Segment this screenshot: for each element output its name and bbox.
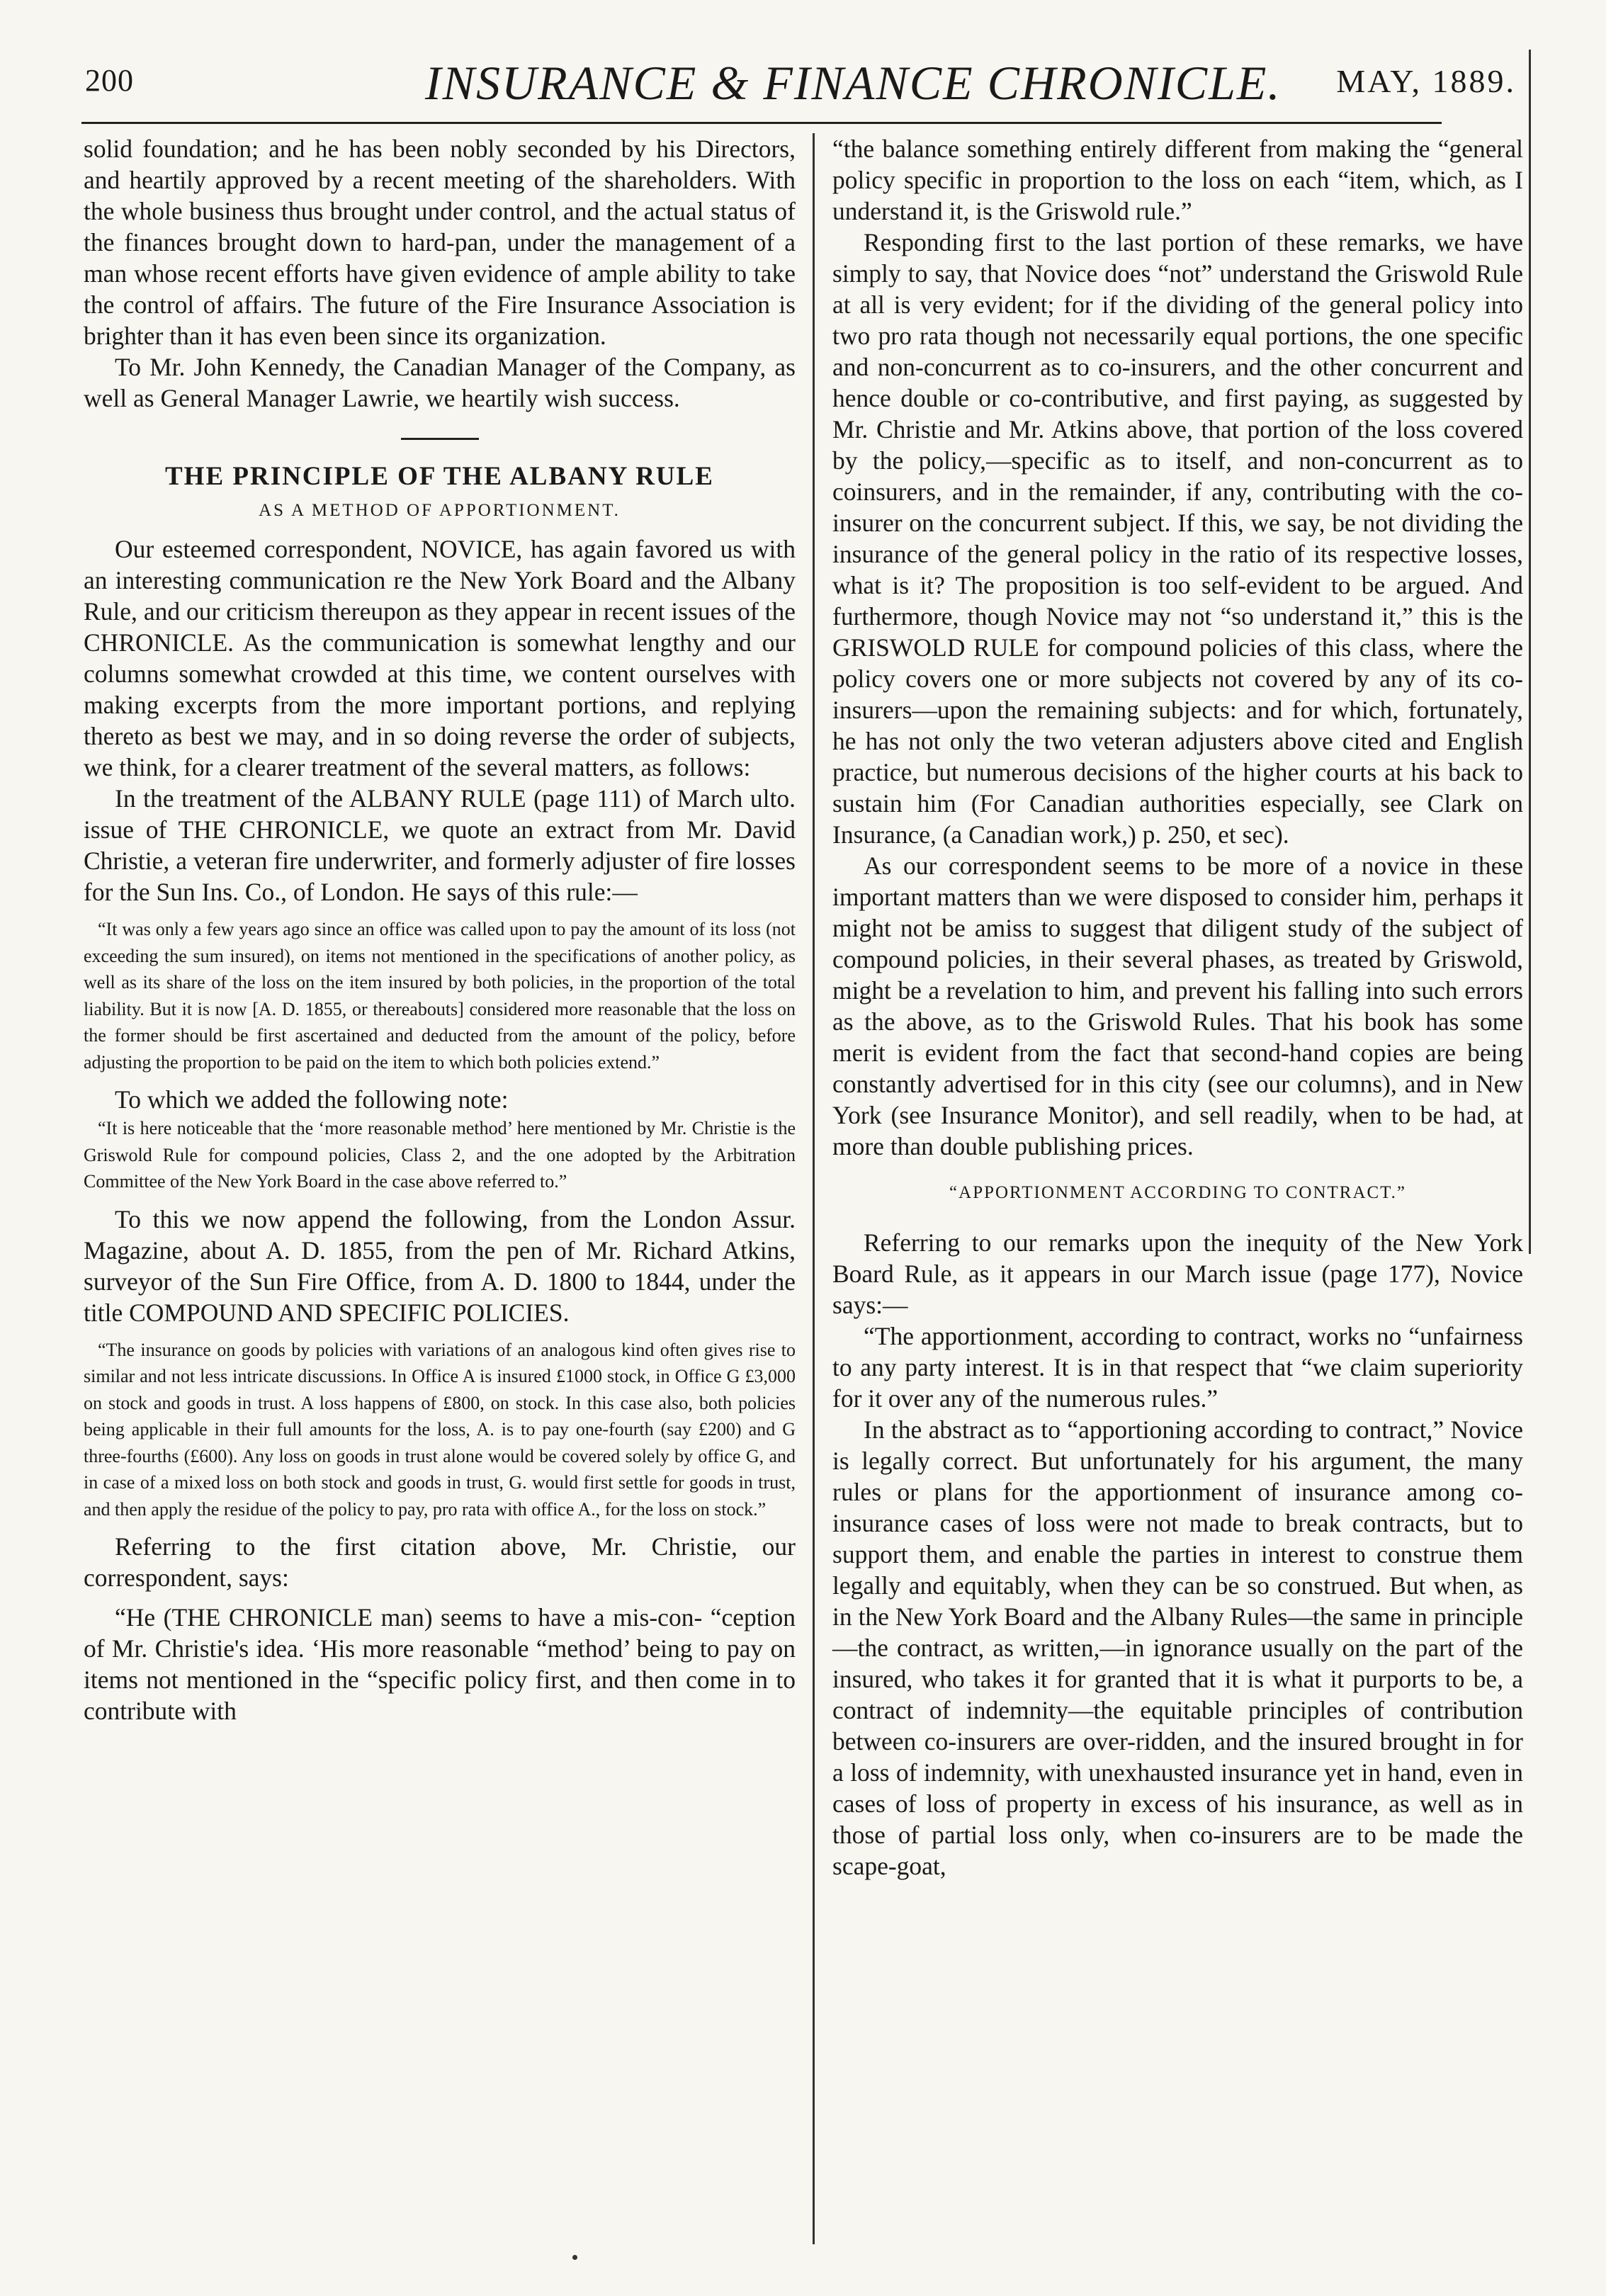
print-mark: [572, 2255, 577, 2260]
paragraph: To this we now append the following, from the London Assur. Magazine, about A. D. 1855, from the pen of Mr. Richard Atkins, surveyor of the Sun Fire Office, from A. D. 1800 to 1844, under the title COMPOUND AND SPECIFIC POLICIES.: [84, 1204, 796, 1327]
paragraph: As our correspondent seems to be more of a novice in these important matters than we were disposed to consider him, perhaps it might not be amiss to suggest that diligent study of the subject of compound policies, in their several phases, as treated by Griswold, might be a revelation to him, and prevent his falling into such errors as the above, as to the Griswold Rules. That his book has some merit is evident from the fact that second-hand copies are being constantly advertised for in this city (see our columns), and in New York (see Insurance Monitor), and sell readily, when to be had, at more than double publishing prices.: [832, 852, 1523, 1160]
section-title: THE PRINCIPLE OF THE ALBANY RULE: [164, 462, 714, 491]
section-divider: [401, 438, 479, 440]
page-header: [85, 55, 1516, 119]
margin-rule: [1529, 50, 1531, 1254]
right-column: [832, 133, 1523, 1882]
paragraph: In the treatment of the ALBANY RULE (page 111) of March ulto. issue of THE CHRONICLE, we quote an extract from Mr. David Christie, a veteran fire underwriter, and formerly adjuster of fire losses for the Sun Ins. Co., of London. He says of this rule:—: [84, 784, 796, 906]
subheading: “APPORTIONMENT ACCORDING TO CONTRACT.”: [949, 1183, 1406, 1202]
issue-date: MAY, 1889.: [1336, 63, 1516, 99]
publication-title: INSURANCE & FINANCE CHRONICLE.: [425, 56, 1282, 110]
page-number: 200: [85, 63, 134, 98]
column-divider: [813, 133, 815, 2244]
paragraph: “the balance something entirely different from making the “general policy specific in proportion to the loss on each “item, which, as I understand it, is the Griswold rule.”: [832, 135, 1523, 225]
paragraph: Responding first to the last portion of these remarks, we have simply to say, that Novice does “not” understand the Griswold Rule at all is very evident; for if the dividing of the general policy into two pro rata though not necessarily equal portions, the one specific and non-concurrent as to co-insurers, and the other concurrent and hence double or co-contributive, and first paying, as suggested by Mr. Christie and Mr. Atkins above, that portion of the loss covered by the policy,—specific as to itself, and non-concurrent as to coinsurers, and in the remainder, if any, contributing with the co-insurer on the concurrent subject. If this, we say, be not dividing the insurance of the general policy in the ratio of its respective losses, what is it? The proposition is too self-evident to be argued. And furthermore, though Novice may not “so understand it,” this is the GRISWOLD RULE for compound policies of this class, where the policy covers one or more subjects not covered by any of its co-insurers—upon the remaining subjects: and for which, fortunately, he has not only the two veteran adjusters above cited and English practice, but numerous decisions of the higher courts at his back to sustain him (For Canadian authorities especially, see Clark on Insurance, (a Canadian work,) p. 250, et sec).: [832, 228, 1523, 849]
paragraph: solid foundation; and he has been nobly seconded by his Directors, and heartily approved by a recent meeting of the shareholders. With the whole business thus brought under control, and the actual status of the finances brought down to hard-pan, under the management of a man whose recent efforts have given evidence of ample ability to take the control of affairs. The future of the Fire Insurance Association is brighter than it has even been since its organization.: [84, 135, 796, 350]
block-quote: “It is here noticeable that the ‘more reasonable method’ here mentioned by Mr. Christie is the Griswold Rule for compound policies, Class 2, and the one adopted by the Arbitration Committee of the New York Board in the case above referred to.”: [84, 1118, 796, 1192]
paragraph: “He (THE CHRONICLE man) seems to have a mis-con- “ception of Mr. Christie's idea. ‘His more reasonable “method’ being to pay on items not mentioned in the “specific policy first, and then come in to contribute with: [84, 1603, 796, 1725]
left-column: [84, 133, 796, 1726]
paragraph: Referring to our remarks upon the inequity of the New York Board Rule, as it appears in our March issue (page 177), Novice says:—: [832, 1228, 1523, 1319]
paragraph: In the abstract as to “apportioning according to contract,” Novice is legally correct. But unfortunately for his argument, the many rules or plans for the apportionment of insurance among co-insurance cases of loss were not made to break contracts, but to support them, and enable the parties in interest to construe them legally and equitably, when they can be so construed. But when, as in the New York Board and the Albany Rules—the same in principle—the contract, as written,—in ignorance usually on the part of the insured, who takes it for granted that it is what it purports to be, a contract of indemnity—the equitable principles of contribution between co-insurers are over-ridden, and the insured brought in for a loss of indemnity, with unexhausted insurance yet in hand, even in cases of loss of property in excess of his insurance, as well as in those of partial loss only, when co-insurers are to be made the scape-goat,: [832, 1415, 1523, 1880]
paragraph: To Mr. John Kennedy, the Canadian Manager of the Company, as well as General Manager Lawrie, we heartily wish success.: [84, 353, 796, 412]
paragraph: Referring to the first citation above, Mr. Christie, our correspondent, says:: [84, 1532, 796, 1592]
paragraph: To which we added the following note:: [115, 1085, 509, 1114]
paragraph: Our esteemed correspondent, NOVICE, has again favored us with an interesting communication re the New York Board and the Albany Rule, and our criticism thereupon as they appear in recent issues of the CHRONICLE. As the communication is somewhat lengthy and our columns somewhat crowded at this time, we content ourselves with making excerpts from the more important portions, and replying thereto as best we may, and in so doing reverse the order of subjects, we think, for a clearer treatment of the several matters, as follows:: [84, 535, 796, 781]
block-quote: “The insurance on goods by policies with variations of an analogous kind often gives rise to similar and not less intricate discussions. In Office A is insured £1000 stock, in Office G £3,000 on stock and goods in trust. A loss happens of £800, on stock. In this case also, both policies being applicable in their full amounts for the loss, A. is to pay one-fourth (say £200) and G three-fourths (£600). Any loss on goods in trust alone would be covered solely by office G, and in case of a mixed loss on both stock and goods in trust, G. would first settle for goods in trust, and then apply the residue of the policy to pay, pro rata with office A., for the loss on stock.”: [84, 1339, 796, 1520]
header-rule: [81, 122, 1442, 124]
section-subtitle: AS A METHOD OF APPORTIONMENT.: [259, 501, 621, 520]
block-quote: “It was only a few years ago since an office was called upon to pay the amount of its loss (not exceeding the sum insured), on items not mentioned in the specifications of another policy, as well as its share of the loss on the item insured by both policies, in the proportion of the total liability. But it is now [A. D. 1855, or thereabouts] considered more reasonable that the loss on the former should be first ascertained and deducted from the amount of the policy, before adjusting the proportion to be paid on the item to which both policies extend.”: [84, 919, 796, 1073]
paragraph: “The apportionment, according to contract, works no “unfairness to any party interest. It is in that respect that “we claim superiority for it over any of the numerous rules.”: [832, 1322, 1523, 1413]
